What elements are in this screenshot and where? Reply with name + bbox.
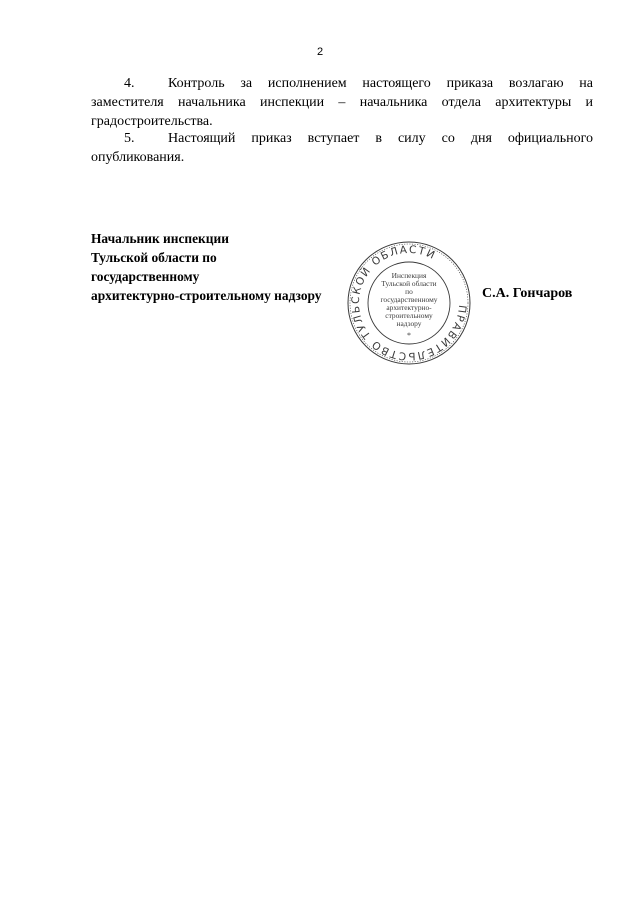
signer-position-line: архитектурно-строительному надзору	[91, 288, 322, 303]
clause-4-text-1: Контроль за исполнением настоящего приказа возлагаю на	[168, 76, 593, 91]
seal-center-line: государственному	[380, 295, 438, 304]
clause-5-text-1: Настоящий приказ вступает в силу со дня официального	[168, 131, 593, 146]
seal-center-line: архитектурно-	[386, 303, 432, 312]
clause-5-line-2: опубликования.	[91, 150, 185, 165]
signer-position-line: Начальник инспекции	[91, 231, 229, 246]
clause-5-number: 5.	[124, 131, 135, 146]
signer-name: С.А. Гончаров	[482, 286, 573, 301]
clause-5	[91, 129, 593, 167]
clause-4-line-3: градостроительства.	[91, 114, 213, 129]
seal-center-line: Инспекция	[391, 271, 427, 280]
clause-5-line-1	[91, 129, 593, 148]
clause-4	[91, 74, 593, 131]
seal-center-line: надзору	[396, 319, 422, 328]
signer-position-line: Тульской области по	[91, 250, 217, 265]
seal-center-line: строительному	[385, 311, 433, 320]
clause-4-number: 4.	[124, 76, 135, 91]
signer-position-line: государственному	[91, 269, 200, 284]
seal-star: *	[407, 331, 411, 340]
page-number: 2	[316, 46, 324, 58]
signer-position	[91, 229, 322, 305]
clause-4-line-2: заместителя начальника инспекции – начальника отдела архитектуры и	[91, 95, 593, 110]
seal-center-text	[381, 271, 438, 340]
clause-4-line-1	[91, 74, 593, 93]
official-seal	[346, 240, 472, 366]
seal-center-line: по	[405, 287, 413, 296]
seal-ring-text: ПРАВИТЕЛЬСТВО ТУЛЬСКОЙ ОБЛАСТИ	[349, 243, 469, 363]
seal-center-line: Тульской области	[381, 279, 437, 288]
